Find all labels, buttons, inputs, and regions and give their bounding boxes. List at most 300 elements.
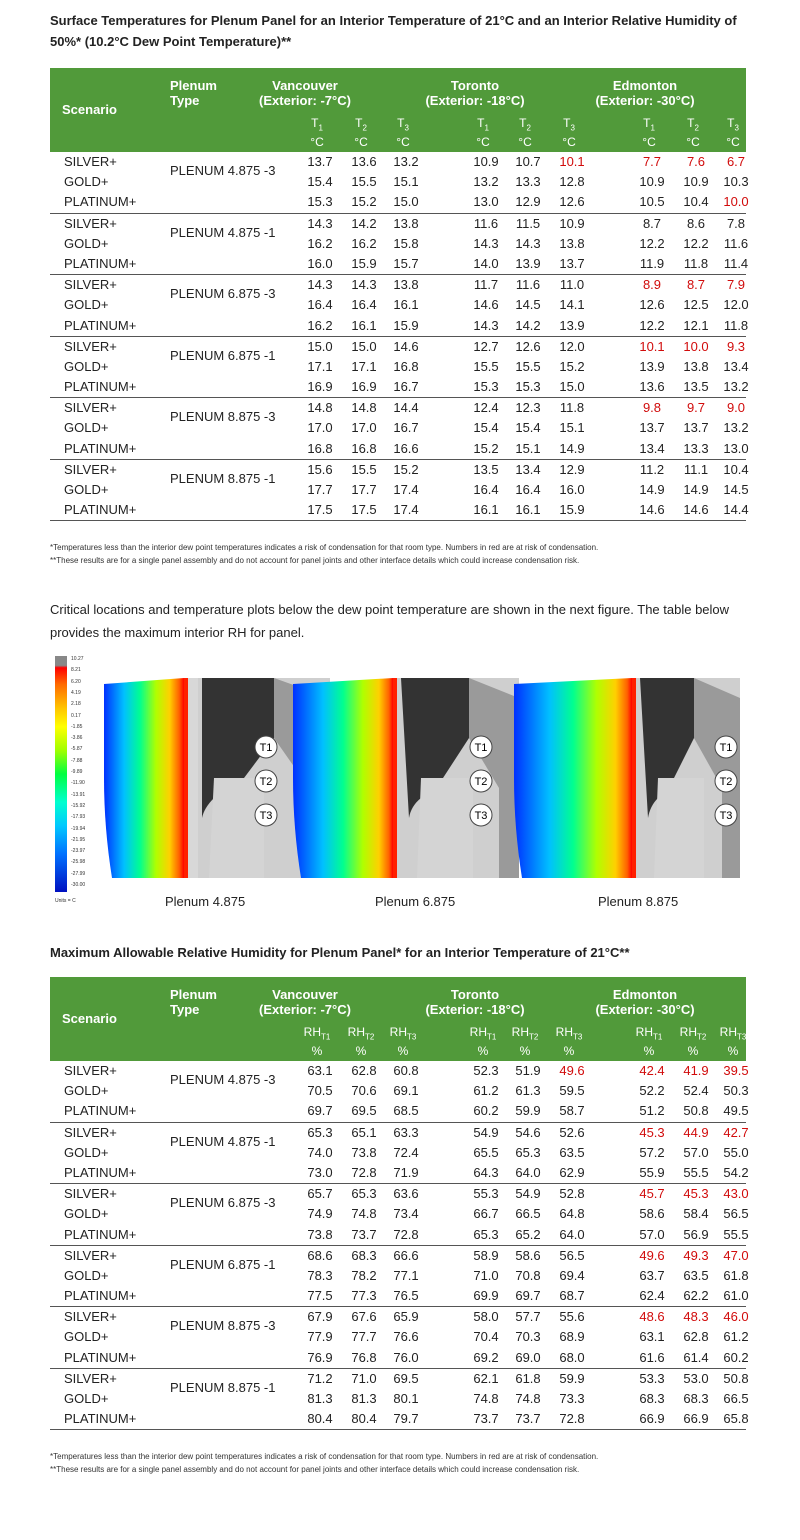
scenario-label: PLATINUM+ — [64, 379, 137, 395]
marker-t1: T1 — [259, 742, 273, 754]
table-cell: 46.0 — [723, 1309, 749, 1325]
table-cell: 11.4 — [723, 255, 749, 271]
plenum-type-label: PLENUM 8.875 -3 — [170, 409, 276, 425]
plenum-type-label: PLENUM 6.875 -1 — [170, 1256, 276, 1272]
column-symbol — [344, 1025, 378, 1044]
column-symbol — [552, 1025, 586, 1044]
table-cell: 76.6 — [393, 1329, 419, 1345]
max-relative-humidity-table — [50, 977, 749, 1430]
table-cell: 66.5 — [515, 1206, 541, 1222]
table-row — [50, 460, 749, 480]
city-name: Vancouver — [272, 78, 338, 93]
table-cell: 16.4 — [515, 482, 541, 497]
plenum-type-label: PLENUM 4.875 -1 — [170, 224, 276, 240]
column-header — [344, 1025, 378, 1058]
table-cell: 58.6 — [639, 1206, 665, 1222]
scenario-label: SILVER+ — [64, 1063, 117, 1078]
table-cell: 13.3 — [515, 174, 541, 190]
table-cell: 10.0 — [723, 194, 749, 210]
table-cell: 54.2 — [723, 1164, 749, 1180]
column-header — [676, 1025, 710, 1058]
legend-value: -17.93 — [71, 814, 86, 821]
scenario-label: SILVER+ — [64, 1247, 117, 1263]
table-cell: 15.5 — [473, 358, 499, 374]
table-row — [50, 1409, 749, 1429]
table-cell: 57.0 — [683, 1144, 709, 1160]
scenario-label: GOLD+ — [64, 482, 109, 497]
column-unit: % — [355, 1044, 367, 1059]
table-cell: 55.3 — [473, 1186, 499, 1202]
column-header — [466, 116, 500, 149]
table-cell: 69.4 — [559, 1267, 585, 1283]
table-cell: 15.3 — [515, 379, 541, 395]
table-cell: 11.9 — [639, 255, 665, 271]
table-cell: 73.7 — [515, 1411, 541, 1427]
table-cell: 63.6 — [393, 1186, 419, 1202]
table-cell: 16.9 — [351, 379, 377, 395]
table-cell: 60.8 — [393, 1063, 419, 1078]
table-cell: 72.8 — [393, 1226, 419, 1242]
figure-label-3: Plenum 8.875 — [598, 894, 679, 909]
table-cell: 64.0 — [515, 1164, 541, 1180]
table-cell: 70.3 — [515, 1329, 541, 1345]
column-header — [552, 1025, 586, 1058]
table-cell: 15.0 — [559, 379, 585, 395]
column-symbol-text: T — [687, 116, 695, 130]
temperature-field — [104, 678, 184, 878]
table-cell: 77.9 — [307, 1329, 333, 1345]
table-cell: 16.0 — [307, 255, 333, 271]
table-row — [50, 192, 749, 212]
table-row — [50, 500, 749, 520]
table-cell: 12.0 — [559, 338, 585, 354]
table-cell: 13.2 — [473, 174, 499, 190]
scenario-label: GOLD+ — [64, 1144, 109, 1160]
plenum-type-label: PLENUM 8.875 -3 — [170, 1318, 276, 1334]
table-cell: 11.8 — [723, 317, 749, 333]
city-name: Vancouver — [272, 987, 338, 1002]
scenario-label: GOLD+ — [64, 174, 109, 190]
table-row-group — [50, 337, 749, 399]
column-unit: % — [519, 1044, 531, 1059]
plenum-8875-plot — [514, 678, 740, 878]
column-symbol-text: RH — [469, 1025, 487, 1039]
table-cell: 13.6 — [639, 379, 665, 395]
table-cell: 8.6 — [686, 215, 706, 231]
table-cell: 62.9 — [559, 1164, 585, 1180]
city-name: Toronto — [450, 78, 500, 93]
table-cell: 9.8 — [642, 400, 662, 416]
header-city — [220, 78, 390, 108]
table-cell: 62.8 — [351, 1063, 377, 1078]
table-cell: 13.0 — [473, 194, 499, 210]
scenario-label: GOLD+ — [64, 1267, 109, 1283]
table-cell: 14.5 — [515, 297, 541, 313]
table-cell: 14.6 — [639, 502, 665, 518]
table-cell: 14.5 — [723, 482, 749, 497]
legend-value: -5.87 — [71, 746, 83, 753]
table-cell: 63.3 — [393, 1124, 419, 1140]
table-cell: 61.3 — [515, 1083, 541, 1099]
legend-value: -9.89 — [71, 769, 83, 775]
column-symbol-text: RH — [555, 1025, 573, 1039]
table-cell: 80.4 — [307, 1411, 333, 1427]
column-symbol — [508, 116, 542, 135]
scenario-label: PLATINUM+ — [64, 194, 137, 210]
table2-note-2: **These results are for a single panel assembly and do not account for panel joints and other interface details which could increase condensation risk. — [50, 1465, 580, 1474]
scenario-label: SILVER+ — [64, 1370, 117, 1386]
table-cell: 7.7 — [642, 154, 662, 169]
table-row — [50, 1061, 749, 1081]
table-cell: 61.8 — [515, 1370, 541, 1386]
column-index: 2 — [526, 123, 531, 133]
legend-value: -13.91 — [71, 791, 86, 798]
table-cell: 10.1 — [639, 338, 665, 354]
plenum-type-label: PLENUM 6.875 -3 — [170, 1195, 276, 1211]
table-cell: 17.4 — [393, 482, 419, 497]
table-cell: 15.6 — [307, 461, 333, 477]
legend-units: Units = C — [55, 898, 76, 904]
table-cell: 14.3 — [473, 317, 499, 333]
legend-value: -3.86 — [71, 735, 83, 742]
table-cell: 15.2 — [559, 358, 585, 374]
table-cell: 10.3 — [723, 174, 749, 190]
table-cell: 65.3 — [515, 1144, 541, 1160]
table-cell: 69.5 — [351, 1103, 377, 1119]
table-cell: 54.9 — [473, 1124, 499, 1140]
table-cell: 71.0 — [473, 1267, 499, 1283]
table-cell: 15.4 — [473, 420, 499, 436]
table-cell: 16.7 — [393, 420, 419, 436]
table-cell: 56.5 — [723, 1206, 749, 1222]
table-cell: 15.0 — [351, 338, 377, 354]
table-cell: 14.4 — [723, 502, 749, 518]
marker-t2: T2 — [259, 776, 273, 788]
table-row — [50, 480, 749, 500]
table-cell: 15.9 — [559, 502, 585, 518]
table-cell: 62.1 — [473, 1370, 499, 1386]
table-cell: 14.2 — [515, 317, 541, 333]
header-plenum-type: Plenum Type — [170, 78, 217, 108]
column-header — [344, 116, 378, 149]
table-cell: 68.3 — [639, 1391, 665, 1406]
table-cell: 12.6 — [639, 297, 665, 313]
table-cell: 51.2 — [639, 1103, 665, 1119]
scenario-label: SILVER+ — [64, 277, 117, 293]
column-index: 1 — [650, 123, 655, 133]
column-header — [716, 116, 750, 149]
plenum-type-label: PLENUM 4.875 -1 — [170, 1133, 276, 1149]
scenario-label: PLATINUM+ — [64, 440, 137, 456]
table-cell: 48.6 — [639, 1309, 665, 1325]
table-cell: 53.3 — [639, 1370, 665, 1386]
table-cell: 11.8 — [559, 400, 585, 416]
column-index: T3 — [407, 1032, 417, 1042]
table-cell: 72.8 — [559, 1411, 585, 1427]
table-cell: 15.3 — [473, 379, 499, 395]
table-cell: 11.2 — [639, 461, 665, 477]
table-cell: 81.3 — [307, 1391, 333, 1406]
table-cell: 10.0 — [683, 338, 709, 354]
scenario-label: SILVER+ — [64, 1186, 117, 1202]
column-symbol-text: T — [311, 116, 319, 130]
table-cell: 65.5 — [473, 1144, 499, 1160]
table-cell: 73.8 — [307, 1226, 333, 1242]
table2-title: Maximum Allowable Relative Humidity for Plenum Panel* for an Interior Temperature of 21°C** — [50, 945, 630, 960]
scenario-label: GOLD+ — [64, 297, 109, 313]
table-row — [50, 1204, 749, 1224]
column-symbol — [466, 1025, 500, 1044]
table-row — [50, 1246, 749, 1266]
column-index: 3 — [734, 123, 739, 133]
table-cell: 69.5 — [393, 1370, 419, 1386]
table-cell: 42.4 — [639, 1063, 665, 1078]
table-cell: 44.9 — [683, 1124, 709, 1140]
table-row — [50, 1389, 749, 1409]
plenum-type-label: PLENUM 4.875 -3 — [170, 1072, 276, 1087]
table-cell: 12.4 — [473, 400, 499, 416]
table-cell: 7.8 — [726, 215, 746, 231]
table-cell: 14.3 — [307, 215, 333, 231]
table-cell: 16.0 — [559, 482, 585, 497]
table-cell: 10.9 — [473, 154, 499, 169]
table-cell: 15.9 — [393, 317, 419, 333]
table-cell: 13.7 — [683, 420, 709, 436]
table-cell: 69.0 — [515, 1349, 541, 1365]
table-cell: 74.8 — [473, 1391, 499, 1406]
table-cell: 14.3 — [307, 277, 333, 293]
column-index: 1 — [318, 123, 323, 133]
table-cell: 11.0 — [559, 277, 585, 293]
table-cell: 14.6 — [473, 297, 499, 313]
table-cell: 61.2 — [723, 1329, 749, 1345]
table-cell: 17.7 — [307, 482, 333, 497]
table-cell: 15.4 — [307, 174, 333, 190]
table-cell: 17.4 — [393, 502, 419, 518]
table-cell: 58.7 — [559, 1103, 585, 1119]
table-cell: 57.7 — [515, 1309, 541, 1325]
column-symbol-text: RH — [719, 1025, 737, 1039]
table-cell: 50.8 — [723, 1370, 749, 1386]
column-unit: % — [311, 1044, 323, 1059]
surface-temperature-table — [50, 68, 749, 521]
table-cell: 74.8 — [515, 1391, 541, 1406]
table-cell: 13.8 — [683, 358, 709, 374]
table-cell: 71.0 — [351, 1370, 377, 1386]
table-row-group — [50, 214, 749, 276]
column-symbol — [508, 1025, 542, 1044]
table-cell: 65.8 — [723, 1411, 749, 1427]
city-exterior: (Exterior: -30°C) — [595, 1002, 695, 1017]
city-name: Edmonton — [612, 987, 678, 1002]
table-cell: 55.5 — [683, 1164, 709, 1180]
table-cell: 15.3 — [307, 194, 333, 210]
city-exterior: (Exterior: -7°C) — [259, 1002, 351, 1017]
table-cell: 12.2 — [639, 317, 665, 333]
table-cell: 15.5 — [351, 174, 377, 190]
table-cell: 65.3 — [473, 1226, 499, 1242]
table-cell: 13.6 — [351, 154, 377, 169]
table-cell: 14.3 — [473, 235, 499, 251]
table-cell: 57.2 — [639, 1144, 665, 1160]
table-row — [50, 172, 749, 192]
marker-t3: T3 — [719, 810, 733, 822]
legend-value: 10.27 — [71, 656, 84, 662]
table-cell: 68.0 — [559, 1349, 585, 1365]
table-cell: 63.5 — [559, 1144, 585, 1160]
table-cell: 14.9 — [559, 440, 585, 456]
table-cell: 71.9 — [393, 1164, 419, 1180]
column-header — [552, 116, 586, 149]
table-cell: 55.5 — [723, 1226, 749, 1242]
table-cell: 11.6 — [473, 215, 499, 231]
table-cell: 61.0 — [723, 1288, 749, 1304]
column-symbol-text: T — [519, 116, 527, 130]
table-cell: 66.5 — [723, 1391, 749, 1406]
table-cell: 11.6 — [515, 277, 541, 293]
scenario-label: SILVER+ — [64, 1124, 117, 1140]
table-cell: 12.6 — [559, 194, 585, 210]
legend-value: 4.19 — [71, 689, 81, 696]
table-cell: 12.8 — [559, 174, 585, 190]
table-row-group — [50, 1184, 749, 1246]
table-cell: 9.7 — [686, 400, 706, 416]
table-cell: 15.9 — [351, 255, 377, 271]
column-index: T1 — [321, 1032, 331, 1042]
table-cell: 58.0 — [473, 1309, 499, 1325]
table-cell: 16.1 — [473, 502, 499, 518]
table-cell: 14.9 — [639, 482, 665, 497]
scenario-label: PLATINUM+ — [64, 1164, 137, 1180]
table-cell: 14.3 — [351, 277, 377, 293]
table-cell: 66.9 — [683, 1411, 709, 1427]
table-cell: 17.1 — [351, 358, 377, 374]
column-symbol-text: T — [563, 116, 571, 130]
table-cell: 77.3 — [351, 1288, 377, 1304]
table-cell: 13.2 — [393, 154, 419, 169]
table-cell: 8.9 — [642, 277, 662, 293]
column-symbol-text: RH — [679, 1025, 697, 1039]
table-cell: 71.2 — [307, 1370, 333, 1386]
table-cell: 52.6 — [559, 1124, 585, 1140]
column-header — [300, 116, 334, 149]
table-row — [50, 316, 749, 336]
table-cell: 15.1 — [515, 440, 541, 456]
city-exterior: (Exterior: -18°C) — [425, 1002, 525, 1017]
table-row-group — [50, 1369, 749, 1431]
table-cell: 15.2 — [473, 440, 499, 456]
column-symbol — [632, 1025, 666, 1044]
table-row — [50, 1163, 749, 1183]
table-cell: 47.0 — [723, 1247, 749, 1263]
scenario-label: SILVER+ — [64, 215, 117, 231]
column-header — [386, 1025, 420, 1058]
table-row — [50, 418, 749, 438]
table-cell: 7.9 — [726, 277, 746, 293]
legend-value: 8.21 — [71, 667, 81, 674]
column-header — [300, 1025, 334, 1058]
table-cell: 12.3 — [515, 400, 541, 416]
table-row-group — [50, 460, 749, 522]
table-cell: 52.4 — [683, 1083, 709, 1099]
table-cell: 76.8 — [351, 1349, 377, 1365]
table-cell: 13.8 — [393, 277, 419, 293]
table-cell: 55.6 — [559, 1309, 585, 1325]
column-symbol — [552, 116, 586, 135]
legend-value: -19.94 — [71, 825, 86, 832]
table-cell: 54.9 — [515, 1186, 541, 1202]
table-cell: 12.5 — [683, 297, 709, 313]
table-row — [50, 1348, 749, 1368]
table-cell: 15.2 — [351, 194, 377, 210]
table-cell: 69.9 — [473, 1288, 499, 1304]
table-cell: 61.6 — [639, 1349, 665, 1365]
legend-value: 0.17 — [71, 712, 81, 719]
table-cell: 48.3 — [683, 1309, 709, 1325]
scenario-label: PLATINUM+ — [64, 502, 137, 518]
table-cell: 60.2 — [473, 1103, 499, 1119]
header-city — [560, 78, 730, 108]
column-index: T3 — [737, 1032, 747, 1042]
table-cell: 61.8 — [723, 1267, 749, 1283]
legend-value: -15.92 — [71, 802, 86, 809]
column-index: 3 — [404, 123, 409, 133]
table-row — [50, 377, 749, 397]
table-cell: 13.7 — [559, 255, 585, 271]
scenario-label: GOLD+ — [64, 1329, 109, 1345]
table-cell: 65.9 — [393, 1309, 419, 1325]
city-exterior: (Exterior: -18°C) — [425, 93, 525, 108]
table-cell: 14.9 — [683, 482, 709, 497]
table-cell: 10.4 — [723, 461, 749, 477]
table-cell: 16.6 — [393, 440, 419, 456]
table-cell: 73.7 — [351, 1226, 377, 1242]
column-index: 1 — [484, 123, 489, 133]
scenario-label: SILVER+ — [64, 400, 117, 416]
column-symbol-text: RH — [511, 1025, 529, 1039]
table-header — [50, 977, 746, 1061]
table-cell: 74.9 — [307, 1206, 333, 1222]
table-row-group — [50, 275, 749, 337]
table-cell: 73.0 — [307, 1164, 333, 1180]
column-symbol — [716, 116, 750, 135]
table-cell: 65.2 — [515, 1226, 541, 1242]
table-cell: 15.7 — [393, 255, 419, 271]
scenario-label: GOLD+ — [64, 1083, 109, 1099]
table-cell: 66.6 — [393, 1247, 419, 1263]
table-cell: 15.1 — [393, 174, 419, 190]
table-cell: 14.1 — [559, 297, 585, 313]
table-row — [50, 1081, 749, 1101]
column-unit: % — [397, 1044, 409, 1059]
table-cell: 17.5 — [351, 502, 377, 518]
column-unit: °C — [686, 135, 700, 150]
table-cell: 63.7 — [639, 1267, 665, 1283]
column-header — [632, 116, 666, 149]
legend-value: -21.95 — [71, 836, 86, 843]
column-symbol-text: RH — [635, 1025, 653, 1039]
legend-color-bar — [55, 656, 67, 892]
table-cell: 52.3 — [473, 1063, 499, 1078]
table1-note-1: *Temperatures less than the interior dew point temperatures indicates a risk of condensation for that room type. Numbers in red are at risk of condensation. — [50, 543, 599, 552]
column-index: T3 — [573, 1032, 583, 1042]
scenario-label: GOLD+ — [64, 1206, 109, 1222]
table-cell: 62.4 — [639, 1288, 665, 1304]
table-cell: 77.5 — [307, 1288, 333, 1304]
temperature-field — [293, 678, 393, 878]
table-cell: 72.8 — [351, 1164, 377, 1180]
table-cell: 49.6 — [559, 1063, 585, 1078]
